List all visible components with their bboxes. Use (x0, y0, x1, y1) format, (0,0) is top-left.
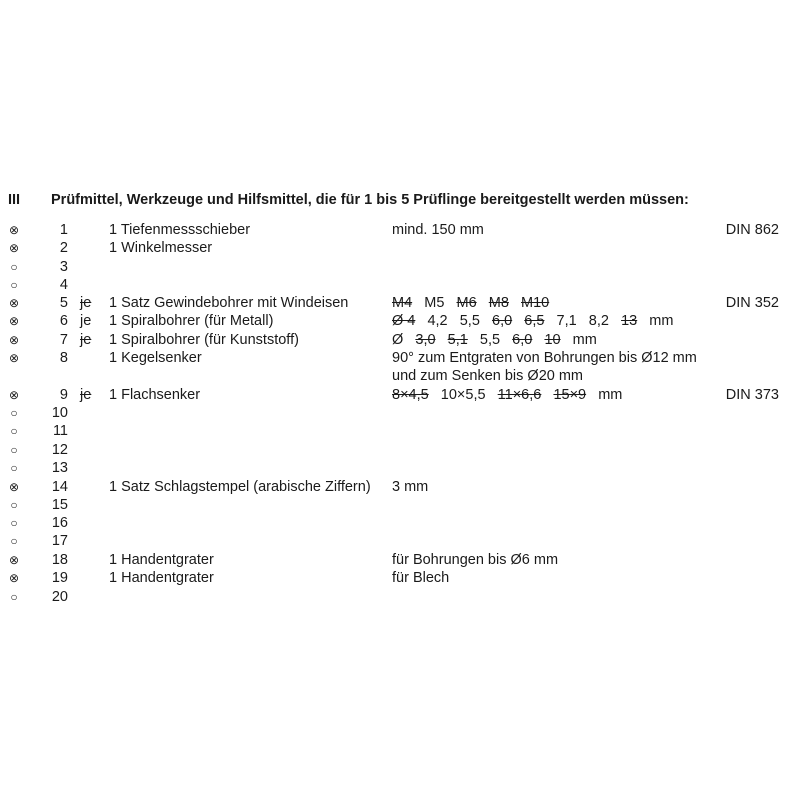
list-item (0, 294, 800, 312)
list-item (0, 478, 800, 496)
list-item (0, 514, 800, 532)
struck-option: 15×9 (553, 387, 587, 403)
empty-circle-icon: ○ (10, 590, 18, 604)
checked-circle-icon: ⊗ (8, 223, 20, 237)
din-standard: DIN 862 (725, 222, 779, 238)
empty-circle-icon: ○ (10, 278, 18, 292)
item-number: 9 (59, 387, 68, 403)
item-description: 1 Tiefenmessschieber (109, 222, 251, 238)
item-description: 1 Winkelmesser (109, 240, 213, 256)
empty-circle-icon: ○ (10, 406, 18, 420)
section-number: III (8, 192, 21, 208)
item-number: 19 (51, 570, 68, 586)
je-label: je (80, 313, 92, 329)
struck-option: Ø 4 (392, 313, 416, 329)
item-number: 6 (59, 313, 68, 329)
empty-circle-icon: ○ (10, 516, 18, 530)
item-description: 1 Satz Schlagstempel (arabische Ziffern) (109, 479, 371, 495)
item-number: 8 (59, 350, 68, 366)
item-description: 1 Flachsenker (109, 387, 201, 403)
struck-option: 6,5 (524, 313, 545, 329)
struck-option: 11×6,6 (497, 387, 542, 403)
item-spec (392, 331, 597, 349)
checked-circle-icon: ⊗ (8, 241, 20, 255)
item-number: 5 (59, 295, 68, 311)
struck-option: 6,0 (492, 313, 513, 329)
struck-option: 10 (544, 332, 561, 348)
item-number: 13 (51, 460, 68, 476)
item-number: 7 (59, 332, 68, 348)
item-number: 15 (51, 497, 68, 513)
checked-circle-icon: ⊗ (8, 480, 20, 494)
list-item (0, 239, 800, 257)
item-number: 17 (51, 533, 68, 549)
list-item (0, 496, 800, 514)
checked-circle-icon: ⊗ (8, 388, 20, 402)
list-item (0, 221, 800, 239)
list-item (0, 569, 800, 587)
item-description: 1 Spiralbohrer (für Kunststoff) (109, 332, 299, 348)
list-item (0, 422, 800, 440)
list-item (0, 349, 800, 384)
list-item (0, 331, 800, 349)
empty-circle-icon: ○ (10, 461, 18, 475)
item-number: 2 (59, 240, 68, 256)
section-title: Prüfmittel, Werkzeuge und Hilfsmittel, die für 1 bis 5 Prüflinge bereitgestellt werden müssen: (51, 192, 689, 208)
item-spec-line2: und zum Senken bis Ø20 mm (392, 368, 584, 384)
je-label: je (80, 295, 92, 311)
checked-circle-icon: ⊗ (8, 553, 20, 567)
struck-option: M4 (392, 295, 413, 311)
list-item (0, 312, 800, 330)
item-number: 20 (51, 589, 68, 605)
list-item (0, 258, 800, 276)
item-number: 12 (51, 442, 68, 458)
item-spec: mind. 150 mm (392, 222, 484, 238)
empty-circle-icon: ○ (10, 443, 18, 457)
item-number: 18 (51, 552, 68, 568)
struck-option: M6 (456, 295, 477, 311)
option: 8,2 (588, 313, 609, 329)
list-item (0, 441, 800, 459)
item-spec: für Bohrungen bis Ø6 mm (392, 552, 559, 568)
list-item (0, 386, 800, 404)
option: 10×5,5 (440, 387, 486, 403)
item-spec: 90° zum Entgraten von Bohrungen bis Ø12 mm (392, 350, 697, 366)
item-spec (392, 312, 673, 330)
item-number: 11 (52, 423, 68, 439)
item-description: 1 Spiralbohrer (für Metall) (109, 313, 274, 329)
struck-option: 8×4,5 (392, 387, 429, 403)
struck-option: M8 (488, 295, 509, 311)
item-description: 1 Satz Gewindebohrer mit Windeisen (109, 295, 349, 311)
struck-option: 5,1 (447, 332, 468, 348)
option: mm (572, 332, 597, 348)
empty-circle-icon: ○ (10, 424, 18, 438)
struck-option: 13 (621, 313, 638, 329)
item-description: 1 Kegelsenker (109, 350, 202, 366)
struck-option: 6,0 (512, 332, 533, 348)
item-spec (392, 294, 549, 312)
item-number: 14 (51, 479, 68, 495)
empty-circle-icon: ○ (10, 498, 18, 512)
option: mm (598, 387, 623, 403)
list-item (0, 276, 800, 294)
je-label: je (80, 332, 92, 348)
checked-circle-icon: ⊗ (8, 571, 20, 585)
je-label: je (80, 387, 92, 403)
empty-circle-icon: ○ (10, 534, 18, 548)
option: 5,5 (479, 332, 501, 348)
item-description: 1 Handentgrater (109, 552, 214, 568)
option: Ø (392, 332, 404, 348)
struck-option: M10 (521, 295, 550, 311)
item-number: 4 (59, 277, 68, 293)
option: 7,1 (556, 313, 577, 329)
option: M5 (424, 295, 445, 311)
checked-circle-icon: ⊗ (8, 296, 20, 310)
item-spec: für Blech (392, 570, 450, 586)
item-number: 16 (51, 515, 68, 531)
item-number: 10 (51, 405, 68, 421)
item-description: 1 Handentgrater (109, 570, 214, 586)
list-item (0, 459, 800, 477)
list-item (0, 532, 800, 550)
item-spec (392, 386, 622, 404)
din-standard: DIN 373 (725, 387, 779, 403)
list-item (0, 404, 800, 422)
checked-circle-icon: ⊗ (8, 333, 20, 347)
list-item (0, 551, 800, 569)
item-spec: 3 mm (392, 479, 429, 495)
option: mm (649, 313, 674, 329)
option: 4,2 (427, 313, 448, 329)
empty-circle-icon: ○ (10, 260, 18, 274)
checked-circle-icon: ⊗ (8, 314, 20, 328)
struck-option: 3,0 (415, 332, 436, 348)
din-standard: DIN 352 (725, 295, 779, 311)
checked-circle-icon: ⊗ (8, 351, 20, 365)
option: 5,5 (459, 313, 480, 329)
list-item (0, 588, 800, 606)
item-number: 1 (59, 222, 68, 238)
item-number: 3 (59, 259, 68, 275)
